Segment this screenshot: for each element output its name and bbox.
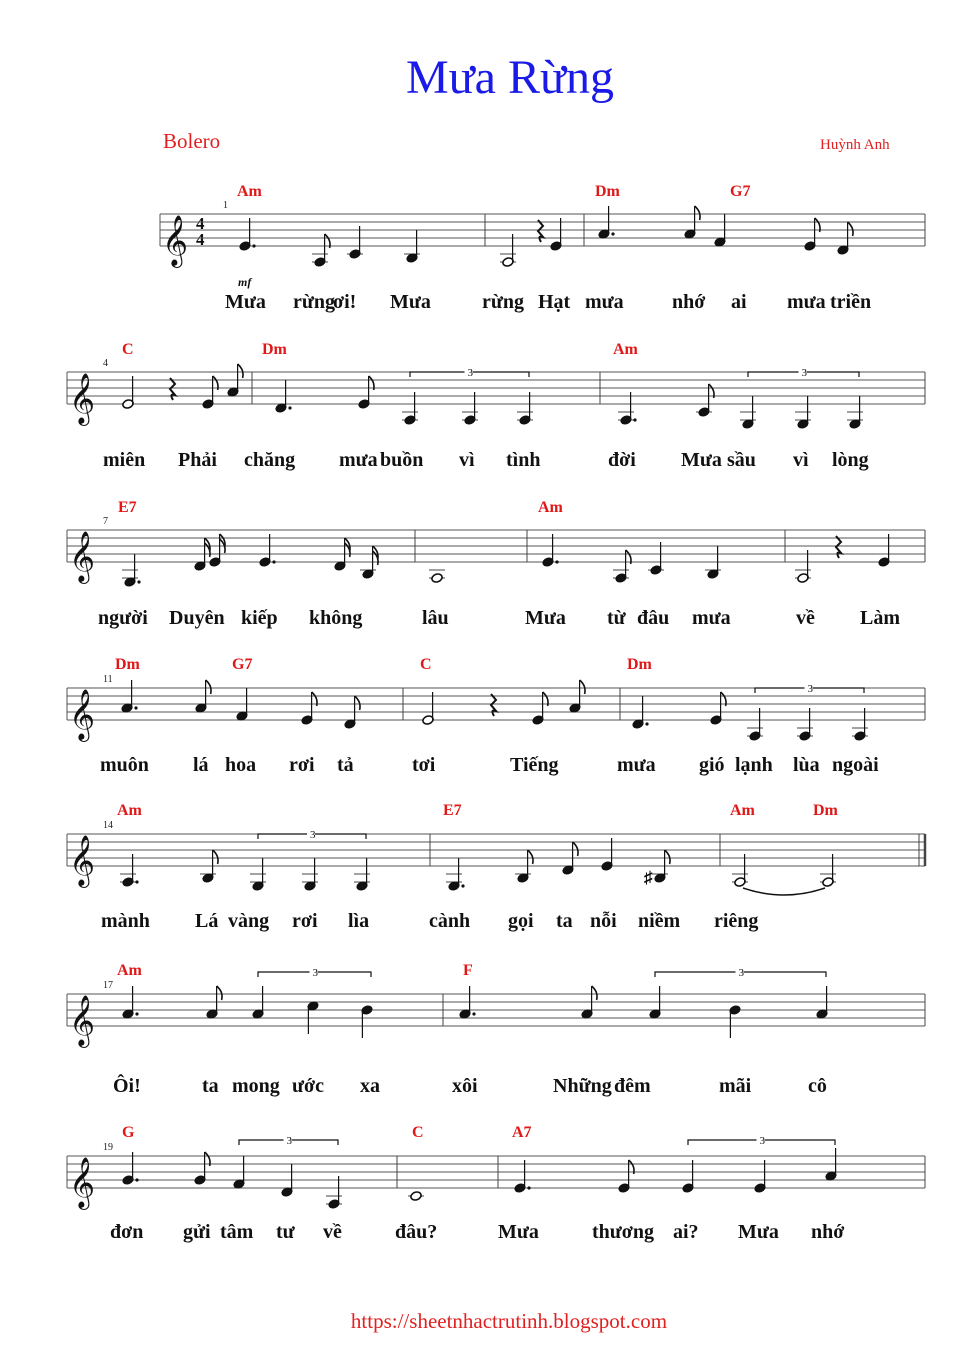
augmentation-dot [137, 580, 140, 583]
lyric-word: miên [103, 449, 146, 471]
lyric-word: tả [337, 754, 354, 776]
lyric-word: ta [202, 1075, 219, 1097]
triplet-label: 3 [801, 367, 807, 379]
lyric-word: riêng [714, 910, 759, 932]
lyric-word: không [309, 607, 363, 629]
lyric-word: mãi [719, 1075, 752, 1097]
chord-symbol: Dm [627, 656, 652, 673]
augmentation-dot [555, 560, 558, 563]
note-flag [238, 364, 243, 378]
song-style: Bolero [163, 129, 221, 153]
augmentation-dot [645, 722, 648, 725]
lyric-word: mành [101, 910, 150, 932]
treble-clef-icon: 𝄞 [162, 215, 189, 266]
triplet-label: 3 [759, 1135, 765, 1147]
augmentation-dot [252, 244, 255, 247]
augmentation-dot [135, 880, 138, 883]
time-signature-top: 4 [196, 214, 205, 233]
lyric-word: Tiếng [510, 754, 559, 776]
triplet-label: 3 [310, 829, 316, 841]
augmentation-dot [135, 1012, 138, 1015]
staff-system [67, 802, 925, 932]
note-flag [592, 986, 597, 1000]
note-head [431, 573, 443, 584]
treble-clef-icon: 𝄞 [69, 1157, 96, 1208]
composer: Huỳnh Anh [820, 137, 890, 153]
chord-symbol: Am [117, 802, 142, 819]
lyric-word: mưa [339, 449, 378, 471]
triplet-label: 3 [467, 367, 473, 379]
lyric-word: Mưa [525, 607, 566, 629]
measure-number: 17 [103, 980, 113, 991]
lyric-word: rừng [293, 291, 336, 313]
lyric-word: vì [793, 449, 809, 471]
lyric-word: xa [360, 1075, 380, 1097]
chord-symbol: E7 [118, 499, 137, 516]
lyric-word: Lá [195, 910, 219, 932]
lyric-word: gió [699, 754, 725, 776]
lyric-word: lìa [348, 910, 370, 932]
quarter-rest-icon [491, 694, 496, 716]
lyric-word: vàng [228, 910, 270, 932]
lyric-word: vì [459, 449, 475, 471]
chord-symbol: C [412, 1124, 424, 1141]
chord-symbol: Am [117, 962, 142, 979]
lyric-word: nỗi [590, 910, 617, 932]
note-flag [213, 850, 218, 864]
note-flag [695, 206, 700, 220]
dynamic-marking: mf [238, 275, 252, 289]
lyric-word: thương [592, 1221, 654, 1243]
chord-symbol: Am [613, 341, 638, 358]
chord-symbol: G7 [232, 656, 253, 673]
treble-clef-icon: 𝄞 [69, 373, 96, 424]
chord-symbol: Dm [813, 802, 838, 819]
chord-symbol: Am [237, 183, 262, 200]
lyric-word: mưa [585, 291, 624, 313]
lyric-word: ngoài [832, 754, 879, 776]
lyric-word: gọi [508, 910, 534, 932]
lyric-word: ta [556, 910, 573, 932]
quarter-rest-icon [836, 536, 841, 558]
chord-symbol: G7 [730, 183, 751, 200]
lyric-word: đơn [110, 1221, 144, 1243]
lyric-word: Mưa [390, 291, 431, 313]
measure-number: 4 [103, 358, 108, 369]
chord-symbol: F [463, 962, 473, 979]
lyric-word: về [323, 1221, 342, 1243]
lyric-word: sầu [727, 449, 756, 471]
note-head [410, 1191, 422, 1202]
chord-symbol: Dm [262, 341, 287, 358]
lyric-word: ai [731, 291, 747, 313]
augmentation-dot [611, 232, 614, 235]
lyric-word: tơi [412, 754, 436, 776]
augmentation-dot [272, 560, 275, 563]
lyric-word: tâm [220, 1221, 254, 1243]
augmentation-dot [633, 418, 636, 421]
lyric-word: từ [607, 607, 626, 629]
lyric-word: Mưa [498, 1221, 539, 1243]
lyric-word: hoa [225, 754, 257, 776]
lyric-word: lòng [832, 449, 869, 471]
note-flag [573, 842, 578, 856]
chord-symbol: E7 [443, 802, 462, 819]
lyric-word: đời [608, 449, 636, 471]
note-flag [528, 850, 533, 864]
lyric-word: lá [193, 754, 209, 776]
lyric-word: lạnh [735, 754, 773, 776]
lyric-word: lâu [422, 607, 449, 629]
lyric-word: tình [506, 449, 541, 471]
staff-system [67, 962, 925, 1097]
lyric-word: ai? [673, 1221, 699, 1243]
lyric-word: Hạt [538, 291, 571, 313]
lyric-word: về [796, 607, 815, 629]
lyric-word: triền [830, 291, 872, 313]
sharp-icon: ♯ [644, 868, 653, 887]
staff-system [160, 183, 925, 313]
song-title: Mưa Rừng [405, 51, 615, 104]
lyric-word: muôn [100, 754, 149, 776]
staff-system [67, 656, 925, 776]
lyric-word: ước [292, 1075, 324, 1097]
treble-clef-icon: 𝄞 [69, 995, 96, 1046]
lyric-word: chăng [244, 449, 296, 471]
lyric-word: Phải [178, 449, 217, 471]
chord-symbol: A7 [512, 1124, 532, 1141]
lyric-word: ơi! [333, 291, 357, 313]
lyric-word: Những [553, 1075, 612, 1097]
lyric-word: đâu? [395, 1221, 438, 1243]
lyric-word: Ôi! [113, 1075, 141, 1097]
note-flag [206, 680, 211, 694]
staff-system [67, 499, 925, 629]
triplet-label: 3 [738, 967, 744, 979]
lyric-word: mưa [617, 754, 656, 776]
quarter-rest-icon [170, 378, 175, 400]
augmentation-dot [134, 706, 137, 709]
measure-number: 11 [103, 674, 113, 685]
lyric-word: đâu [637, 607, 670, 629]
lyric-word: rừng [482, 291, 525, 313]
measure-number: 1 [223, 200, 228, 211]
staff-system [67, 341, 925, 471]
time-signature-bottom: 4 [196, 230, 205, 249]
lyric-word: mưa [787, 291, 826, 313]
lyric-word: Mưa [681, 449, 722, 471]
treble-clef-icon: 𝄞 [69, 531, 96, 582]
lyric-word: gửi [183, 1221, 211, 1243]
augmentation-dot [288, 406, 291, 409]
lyric-word: tư [276, 1221, 295, 1243]
note-flag [580, 680, 585, 694]
lyric-word: nhớ [672, 291, 706, 313]
lyric-word: Làm [860, 607, 900, 629]
lyric-word: Mưa [738, 1221, 779, 1243]
triplet-label: 3 [807, 683, 813, 695]
lyric-word: nhớ [811, 1221, 845, 1243]
augmentation-dot [461, 884, 464, 887]
lyric-word: rơi [292, 910, 318, 932]
tie [743, 888, 825, 895]
lyric-word: mong [232, 1075, 280, 1097]
augmentation-dot [135, 1178, 138, 1181]
augmentation-dot [472, 1012, 475, 1015]
note-flag [665, 850, 670, 864]
lyric-word: buồn [380, 449, 424, 471]
lyric-word: mưa [692, 607, 731, 629]
footer-url[interactable]: https://sheetnhactrutinh.blogspot.com [350, 1309, 668, 1333]
lyric-word: người [98, 607, 148, 629]
chord-symbol: Am [538, 499, 563, 516]
chord-symbol: G [122, 1124, 135, 1141]
measure-number: 7 [103, 516, 108, 527]
lyric-word: rơi [289, 754, 315, 776]
lyric-word: cành [429, 910, 471, 932]
chord-symbol: Dm [115, 656, 140, 673]
triplet-label: 3 [312, 967, 318, 979]
chord-symbol: C [122, 341, 134, 358]
treble-clef-icon: 𝄞 [69, 689, 96, 740]
chord-symbol: Am [730, 802, 755, 819]
note-flag [217, 986, 222, 1000]
chord-symbol: C [420, 656, 432, 673]
quarter-rest-icon [538, 220, 543, 242]
measure-number: 14 [103, 820, 113, 831]
lyric-word: lùa [793, 754, 820, 776]
triplet-label: 3 [286, 1135, 292, 1147]
note-flag [355, 696, 360, 710]
chord-symbol: Dm [595, 183, 620, 200]
note-flag [848, 222, 853, 236]
lyric-word: xôi [452, 1075, 478, 1097]
augmentation-dot [527, 1186, 530, 1189]
measure-number: 19 [103, 1142, 113, 1153]
lyric-word: Duyên [169, 607, 225, 629]
lyric-word: đêm [614, 1075, 651, 1097]
lyric-word: niềm [638, 910, 681, 932]
lyric-word: kiếp [241, 607, 278, 629]
lyric-word: Mưa [225, 291, 266, 313]
treble-clef-icon: 𝄞 [69, 835, 96, 886]
staff-system [67, 1124, 925, 1243]
lyric-word: cô [808, 1075, 827, 1097]
